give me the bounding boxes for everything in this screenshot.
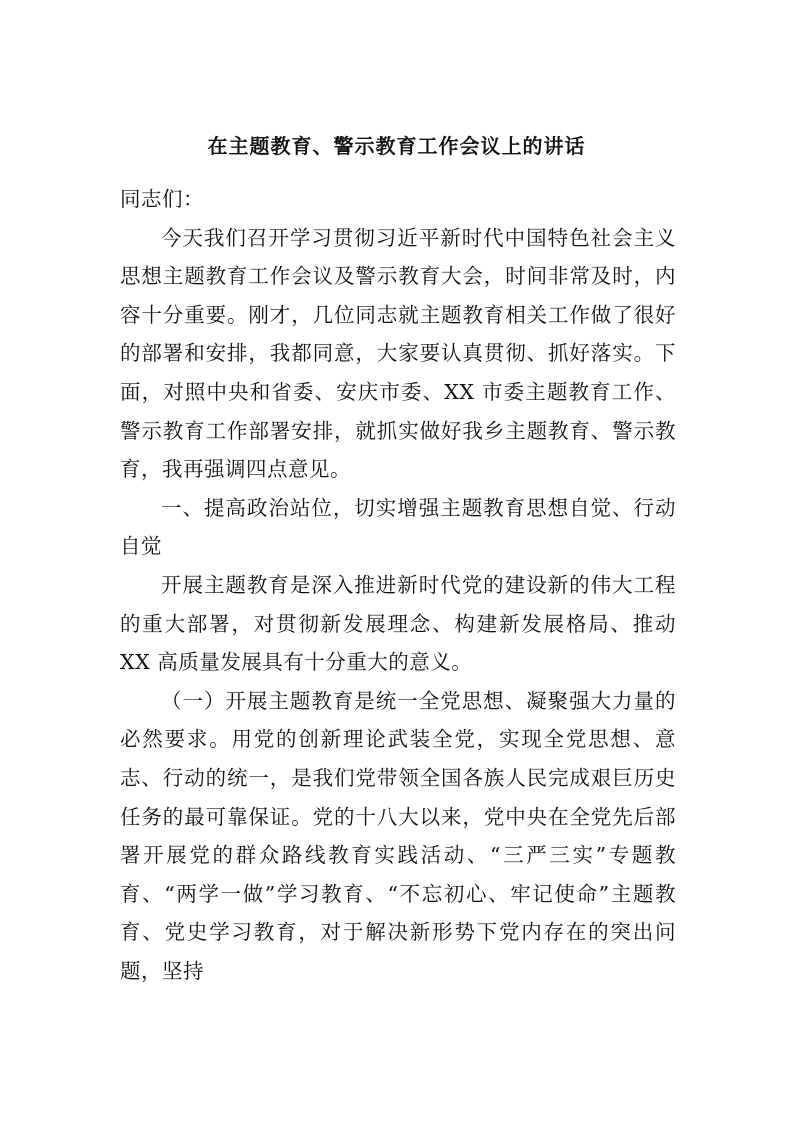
section-heading-1: 一、提高政治站位，切实增强主题教育思想自觉、行动自觉 — [120, 495, 676, 559]
paragraph-section-1: 开展主题教育是深入推进新时代党的建设新的伟大工程的重大部署，对贯彻新发展理念、构建新发展格局、推动 XX 高质量发展具有十分重大的意义。 — [120, 572, 676, 675]
salutation: 同志们： — [120, 187, 204, 211]
paragraph-subsection-1: （一）开展主题教育是统一全党思想、凝聚强大力量的必然要求。用党的创新理论武装全党，实现全党思想、意志、行动的统一，是我们党带领全国各族人民完成艰巨历史任务的最可靠保证。党的十八大以来，党中央在全党先后部署开展党的群众路线教育实践活动、“三严三实”专题教育、“两学一做”学习教育、“不忘初心、牢记使命”主题教育、党史学习教育，对于解决新形势下党内存在的突出问题，坚持 — [120, 688, 676, 983]
document-title: 在主题教育、警示教育工作会议上的讲话 — [207, 134, 586, 158]
document-body — [120, 180, 676, 990]
paragraph-intro: 今天我们召开学习贯彻习近平新时代中国特色社会主义思想主题教育工作会议及警示教育大会，时间非常及时，内容十分重要。刚才，几位同志就主题教育相关工作做了很好的部署和安排，我都同意，大家要认真贯彻、抓好落实。下面，对照中央和省委、安庆市委、XX 市委主题教育工作、警示教育工作部署安排，就抓实做好我乡主题教育、警示教育，我再强调四点意见。 — [120, 225, 676, 482]
